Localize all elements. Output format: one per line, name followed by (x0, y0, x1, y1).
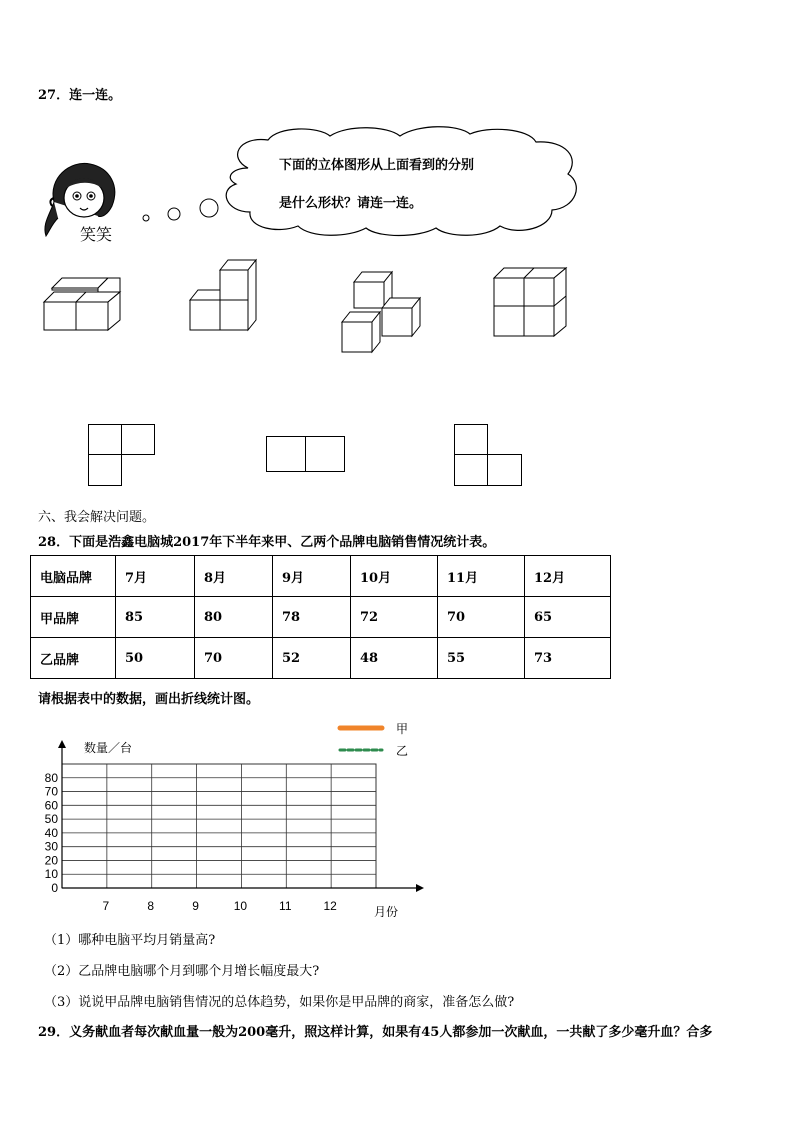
top-view-2 (266, 436, 348, 476)
line-chart (30, 716, 430, 921)
question-29-text: 29．义务献血者每次献血量一般为200毫升，照这样计算，如果有45人都参加一次献血，一共献了多少毫升血？合多 (38, 1025, 713, 1040)
y-tick-label: 0 (51, 881, 58, 895)
y-tick-label: 20 (44, 853, 58, 868)
y-tick-label: 30 (44, 839, 58, 854)
question-27-title: 27．连一连。 (38, 88, 122, 103)
table-cell: 9月 (273, 556, 351, 597)
x-tick-label: 12 (323, 899, 337, 913)
table-cell: 70 (438, 597, 525, 638)
x-tick-label: 7 (102, 899, 110, 913)
y-tick-label: 80 (44, 770, 58, 785)
table-cell: 电脑品牌 (31, 556, 116, 597)
table-cell: 50 (116, 638, 195, 679)
table-cell: 7月 (116, 556, 195, 597)
table-cell: 11月 (438, 556, 525, 597)
cloud-text-line1: 下面的立体图形从上面看到的分别 (279, 158, 475, 173)
table-cell: 73 (525, 638, 611, 679)
solid-figure-1 (40, 276, 130, 336)
solid-figure-3 (338, 266, 428, 356)
sales-table (30, 555, 611, 679)
x-axis-label: 月份 (374, 905, 399, 919)
table-cell: 10月 (351, 556, 438, 597)
y-tick-label: 60 (44, 798, 58, 813)
table-cell: 70 (195, 638, 273, 679)
thought-bubbles (140, 196, 220, 226)
table-cell: 55 (438, 638, 525, 679)
solid-figure-2 (186, 256, 266, 336)
table-cell: 甲品牌 (31, 597, 116, 638)
table-cell: 78 (273, 597, 351, 638)
table-cell: 52 (273, 638, 351, 679)
x-tick-label: 9 (192, 899, 199, 913)
table-cell: 65 (525, 597, 611, 638)
table-cell: 72 (351, 597, 438, 638)
section-heading: 六、我会解决问题。 (38, 510, 156, 525)
table-row (31, 638, 611, 679)
y-tick-label: 40 (44, 825, 58, 840)
table-cell: 85 (116, 597, 195, 638)
girl-label: 笑笑 (80, 225, 113, 244)
girl-illustration (40, 158, 130, 248)
legend-label: 乙 (396, 744, 409, 758)
chart-instruction: 请根据表中的数据，画出折线统计图。 (38, 692, 260, 707)
table-cell: 12月 (525, 556, 611, 597)
table-cell: 乙品牌 (31, 638, 116, 679)
y-tick-label: 70 (44, 784, 58, 799)
sub-question-3: （3）说说甲品牌电脑销售情况的总体趋势，如果你是甲品牌的商家，准备怎么做? (44, 995, 515, 1010)
table-row (31, 556, 611, 597)
y-axis-arrow (58, 740, 66, 748)
x-tick-label: 10 (233, 899, 248, 913)
sub-question-2: （2）乙品牌电脑哪个月到哪个月增长幅度最大? (44, 964, 320, 979)
top-view-1 (88, 424, 158, 488)
table-row (31, 597, 611, 638)
table-cell: 8月 (195, 556, 273, 597)
y-axis-label: 数量／台 (84, 741, 133, 755)
legend-label: 甲 (396, 722, 409, 736)
table-cell: 48 (351, 638, 438, 679)
thought-cloud (218, 128, 582, 238)
sub-question-1: （1）哪种电脑平均月销量高? (44, 933, 216, 948)
x-axis-arrow (416, 884, 424, 892)
x-tick-label: 8 (147, 899, 155, 913)
solid-figure-4 (490, 266, 570, 342)
y-tick-label: 10 (44, 867, 58, 882)
cloud-text-line2: 是什么形状？请连一连。 (279, 196, 423, 211)
x-tick-label: 11 (279, 899, 292, 913)
table-cell: 80 (195, 597, 273, 638)
top-view-3 (454, 424, 526, 488)
y-tick-label: 50 (44, 812, 58, 827)
grid-frame (62, 764, 376, 888)
question-28-title: 28．下面是浩鑫电脑城2017年下半年来甲、乙两个品牌电脑销售情况统计表。 (38, 535, 496, 550)
